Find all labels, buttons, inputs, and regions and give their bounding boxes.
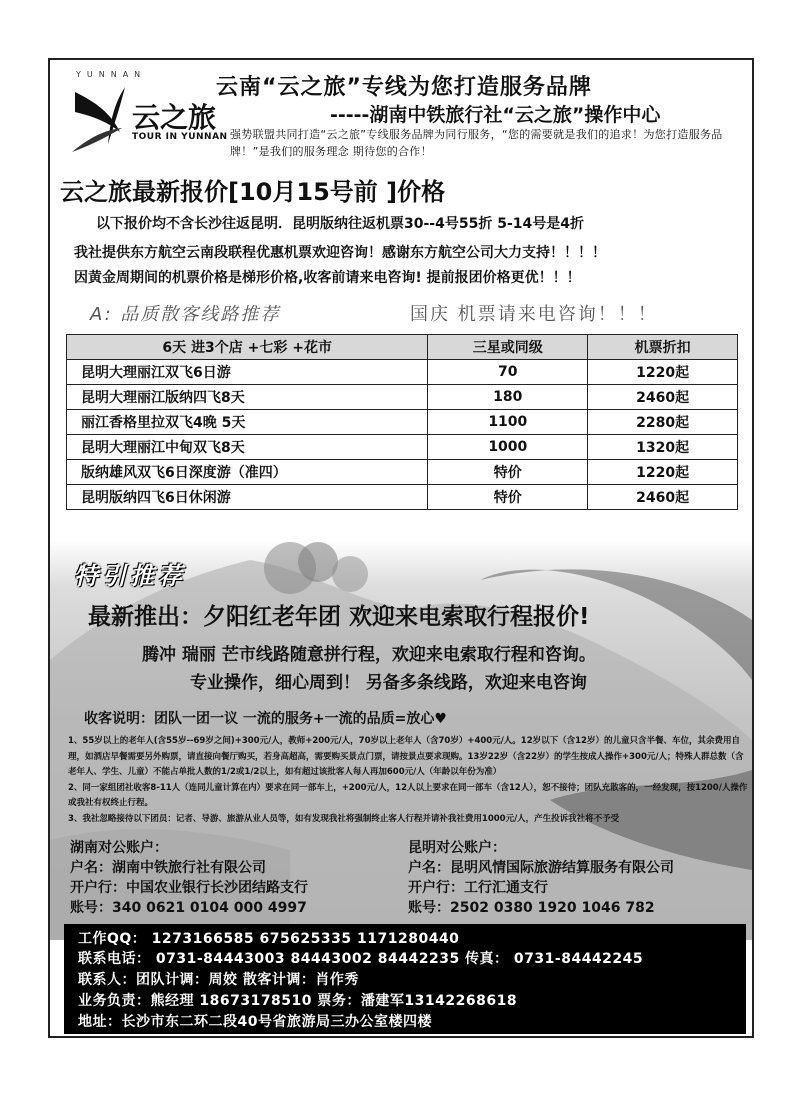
route-cell: 丽江香格里拉双飞4晚 5天 bbox=[67, 410, 428, 435]
airfare-cell: 1220起 bbox=[588, 360, 738, 385]
promo-headline: 最新推出：夕阳红老年团 欢迎来电索取行程报价! bbox=[88, 604, 590, 630]
logo-subtitle: TOUR IN YUNNAN bbox=[132, 132, 228, 142]
section-a-banner: A: 品质散客线路推荐 bbox=[90, 304, 281, 325]
header-slogan: 云南“云之旅”专线为您打造服务品牌 bbox=[216, 75, 592, 100]
booking-notes-title: 收客说明：团队一团一议 一流的服务+一流的品质=放心♥ bbox=[84, 711, 447, 727]
account-title: 昆明对公账户： bbox=[408, 840, 506, 856]
price-title: 云之旅最新报价[10月15号前 ]价格 bbox=[60, 178, 446, 206]
table-row bbox=[67, 485, 738, 510]
contact-address: 地址：长沙市东二环二段40号省旅游局三办公室楼四楼 bbox=[78, 1014, 432, 1030]
account-number: 账号：340 0621 0104 000 4997 bbox=[70, 900, 307, 916]
logo-brand: 云之旅 bbox=[132, 101, 217, 134]
price-note: 以下报价均不含长沙往返昆明．昆明版纳往返机票30--4号55折 5-14号是4折 bbox=[96, 216, 584, 232]
contact-box bbox=[64, 924, 746, 1034]
promo-service: 专业操作，细心周到！ 另备多条线路，欢迎来电咨询 bbox=[190, 673, 587, 693]
terms-item: 3、我社忽略接待以下团员：记者、导游、旅游从业人员等，如有发现我社将强制终止客人行程并请补我社费用1000元/人，产生投诉我社将不予受 bbox=[68, 813, 620, 824]
price-table bbox=[66, 334, 738, 510]
airfare-cell: 2460起 bbox=[588, 385, 738, 410]
table-row bbox=[67, 360, 738, 385]
account-number: 账号：2502 0380 1920 1046 782 bbox=[408, 900, 655, 916]
column-header-hotel: 三星或同级 bbox=[428, 335, 588, 360]
route-cell: 昆明大理丽江版纳四飞8天 bbox=[67, 385, 428, 410]
terms-item: 1、55岁以上的老年人(含55岁--69岁之间)+300元/人，教师+200元/人，70岁以上老年人（含70岁）+400元/人。12岁以下（含12岁）的儿童只含半餐、车位，其余费用自理，如酒店早餐需要另外购票，请直接向餐厅购买，若身高超高，需要购买景点门票，请按景点要求现购。13岁22岁（含22岁）的学生按成人操作+300元/人；特殊人群总数（含老年人、学生、儿童）不能占单批人数的1/2或1/2以上，如有超过该批客人每人再加600元/人（年龄以年份为准） bbox=[68, 736, 744, 777]
route-cell: 昆明版纳四飞6日休闲游 bbox=[67, 485, 428, 510]
hotel-price-cell: 1000 bbox=[428, 435, 588, 460]
airfare-cell: 2460起 bbox=[588, 485, 738, 510]
price-note: 我社提供东方航空云南段联程优惠机票欢迎咨询！感谢东方航空公司大力支持！！！！ bbox=[74, 245, 606, 261]
account-name: 户名：湖南中铁旅行社有限公司 bbox=[70, 860, 266, 876]
kunming-account bbox=[408, 838, 674, 918]
table-row bbox=[67, 410, 738, 435]
route-cell: 昆明大理丽江中甸双飞8天 bbox=[67, 435, 428, 460]
airfare-cell: 1320起 bbox=[588, 435, 738, 460]
table-row bbox=[67, 385, 738, 410]
header-operator: -----湖南中铁旅行社“云之旅”操作中心 bbox=[330, 104, 661, 126]
airfare-cell: 1220起 bbox=[588, 460, 738, 485]
hotel-price-cell: 1100 bbox=[428, 410, 588, 435]
account-title: 湖南对公账户： bbox=[70, 840, 168, 856]
table-header-row bbox=[67, 335, 738, 360]
hotel-price-cell: 180 bbox=[428, 385, 588, 410]
terms-item: 2、同一家组团社收客8-11人（连同儿童计算在内）要求在同一部车上，+200元/人，12人以上要求在同一部车（含12人），恕不接待；团队充散客的，一经发现，按1200/人操作或我社有权终止行程。 bbox=[68, 782, 748, 808]
contact-manager: 业务负责：熊经理 18673178510 票务：潘建军13142268618 bbox=[78, 993, 518, 1009]
account-bank: 开户行：中国农业银行长沙团结路支行 bbox=[70, 880, 308, 896]
special-recommend-label: 特引推荐 bbox=[74, 562, 186, 590]
table-row bbox=[67, 435, 738, 460]
route-cell: 版纳雄风双飞6日深度游（准四） bbox=[67, 460, 428, 485]
logo-bird-icon bbox=[70, 82, 140, 162]
hunan-account bbox=[70, 838, 308, 918]
logo-arc-text: YUNNAN bbox=[76, 70, 147, 79]
account-name: 户名：昆明风情国际旅游结算服务有限公司 bbox=[408, 860, 674, 876]
column-header-route: 6天 进3个店 +七彩 +花市 bbox=[67, 335, 428, 360]
price-note: 因黄金周期间的机票价格是梯形价格,收客前请来电咨询! 提前报团价格更优！！！ bbox=[74, 270, 581, 286]
national-day-banner: 国庆 机票请来电咨询！！！ bbox=[410, 304, 658, 325]
logo bbox=[70, 70, 240, 170]
table-row bbox=[67, 460, 738, 485]
airfare-cell: 2280起 bbox=[588, 410, 738, 435]
account-bank: 开户行：工行汇通支行 bbox=[408, 880, 548, 896]
hotel-price-cell: 70 bbox=[428, 360, 588, 385]
contact-qq: 工作QQ： 1273166585 675625335 1171280440 bbox=[78, 931, 460, 947]
hotel-price-cell: 特价 bbox=[428, 460, 588, 485]
route-cell: 昆明大理丽江双飞6日游 bbox=[67, 360, 428, 385]
header-mission: 强势联盟共同打造“云之旅”专线服务品牌为同行服务，“您的需要就是我们的追求！为您打造服务品牌！”是我们的服务理念 期待您的合作！ bbox=[230, 128, 723, 158]
terms-list bbox=[68, 734, 750, 827]
hotel-price-cell: 特价 bbox=[428, 485, 588, 510]
contact-people: 联系人：团队计调：周姣 散客计调：肖作秀 bbox=[78, 972, 359, 988]
promo-routes: 腾冲 瑞丽 芒市线路随意拼行程，欢迎来电索取行程和咨询。 bbox=[142, 645, 596, 665]
column-header-airfare: 机票折扣 bbox=[588, 335, 738, 360]
contact-phone: 联系电话： 0731-84443003 84443002 84442235 传真： 0731-84442245 bbox=[78, 951, 644, 967]
